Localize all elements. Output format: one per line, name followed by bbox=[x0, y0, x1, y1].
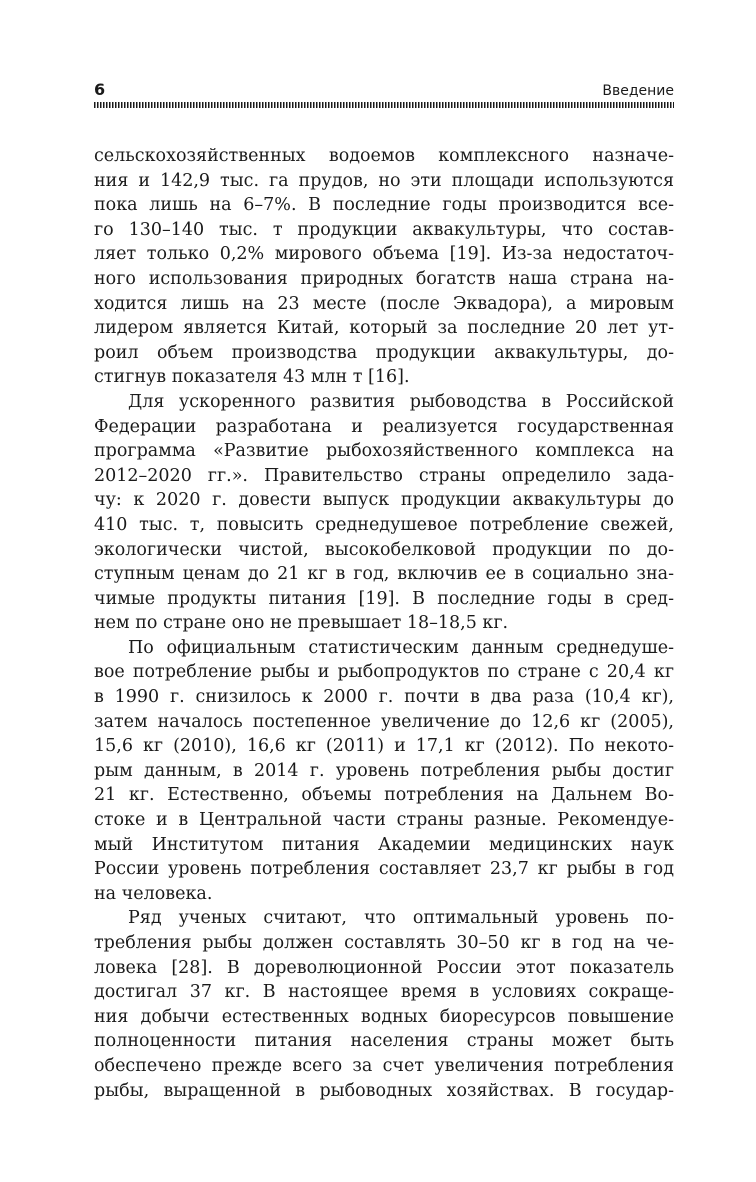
text-line: обеспечено прежде всего за счет увеличения потребления bbox=[94, 1055, 674, 1076]
text-line: роил объем производства продукции аквакультуры, до- bbox=[94, 342, 674, 363]
page-number: 6 bbox=[94, 80, 106, 99]
text-line: 2012–2020 гг.». Правительство страны определило зада- bbox=[94, 465, 674, 486]
text-line: программа «Развитие рыбохозяйственного комплекса на bbox=[94, 441, 674, 462]
text-line: ния и 142,9 тыс. га прудов, но эти площади используются bbox=[94, 170, 674, 191]
text-line: 21 кг. Естественно, объемы потребления на Дальнем Во- bbox=[94, 785, 674, 806]
text-line: го 130–140 тыс. т продукции аквакультуры, что состав- bbox=[94, 219, 674, 240]
text-line: требления рыбы должен составлять 30–50 кг в год на че- bbox=[94, 933, 674, 953]
text-line: 15,6 кг (2010), 16,6 кг (2011) и 17,1 кг (2012). По некото- bbox=[94, 736, 674, 757]
text-line: затем началось постепенное увеличение до 12,6 кг (2005), bbox=[94, 711, 674, 732]
section-title: Введение bbox=[602, 83, 674, 99]
text-line: Для ускоренного развития рыбоводства в Российской bbox=[128, 391, 674, 412]
text-line: ходится лишь на 23 месте (после Эквадора), а мировым bbox=[94, 293, 674, 314]
header-rule bbox=[94, 102, 674, 108]
text-line: экологически чистой, высокобелковой продукции по до- bbox=[94, 539, 674, 560]
text-line: ляет только 0,2% мирового объема [19]. Из-за недостаточ- bbox=[94, 244, 674, 265]
text-line: сельскохозяйственных водоемов комплексного назначе- bbox=[94, 146, 674, 166]
text-line: ловека [28]. В дореволюционной России этот показатель bbox=[94, 957, 674, 978]
text-line: ния добычи естественных водных биоресурсов повышение bbox=[94, 1006, 674, 1027]
text-line: ного использования природных богатств наша страна на- bbox=[94, 268, 674, 289]
text-line: стигнув показателя 43 млн т [16]. bbox=[94, 367, 410, 388]
text-line: в 1990 г. снизилось к 2000 г. почти в два раза (10,4 кг), bbox=[94, 687, 674, 708]
text-line: на человека. bbox=[94, 883, 213, 904]
text-line: Федерации разработана и реализуется государственная bbox=[94, 416, 674, 437]
running-head bbox=[94, 80, 674, 108]
body-text bbox=[94, 144, 674, 1103]
text-line: чимые продукты питания [19]. В последние годы в сред- bbox=[94, 588, 674, 609]
text-line: нем по стране оно не превышает 18–18,5 кг. bbox=[94, 613, 509, 634]
text-line: чу: к 2020 г. довести выпуск продукции аквакультуры до bbox=[94, 490, 674, 511]
text-line: полноценности питания населения страны может быть bbox=[94, 1031, 674, 1052]
text-line: стоке и в Центральной части страны разные. Рекомендуе- bbox=[94, 810, 674, 831]
text-line: России уровень потребления составляет 23,7 кг рыбы в год bbox=[94, 859, 674, 880]
text-line: 410 тыс. т, повысить среднедушевое потребление свежей, bbox=[94, 514, 674, 535]
text-line: лидером является Китай, который за последние 20 лет ут- bbox=[94, 318, 674, 339]
text-line: По официальным статистическим данным среднедуше- bbox=[128, 637, 674, 658]
text-line: пока лишь на 6–7%. В последние годы производится все- bbox=[94, 195, 674, 216]
text-line: Ряд ученых считают, что оптимальный уровень по- bbox=[128, 908, 674, 929]
text-line: мый Институтом питания Академии медицинских наук bbox=[94, 834, 674, 855]
text-line: достигал 37 кг. В настоящее время в условиях сокраще- bbox=[94, 982, 674, 1003]
text-line: ступным ценам до 21 кг в год, включив ее в социально зна- bbox=[94, 564, 674, 585]
text-line: вое потребление рыбы и рыбопродуктов по стране с 20,4 кг bbox=[94, 662, 674, 683]
text-line: рыбы, выращенной в рыбоводных хозяйствах. В государ- bbox=[94, 1080, 674, 1101]
text-line: рым данным, в 2014 г. уровень потребления рыбы достиг bbox=[94, 760, 674, 781]
